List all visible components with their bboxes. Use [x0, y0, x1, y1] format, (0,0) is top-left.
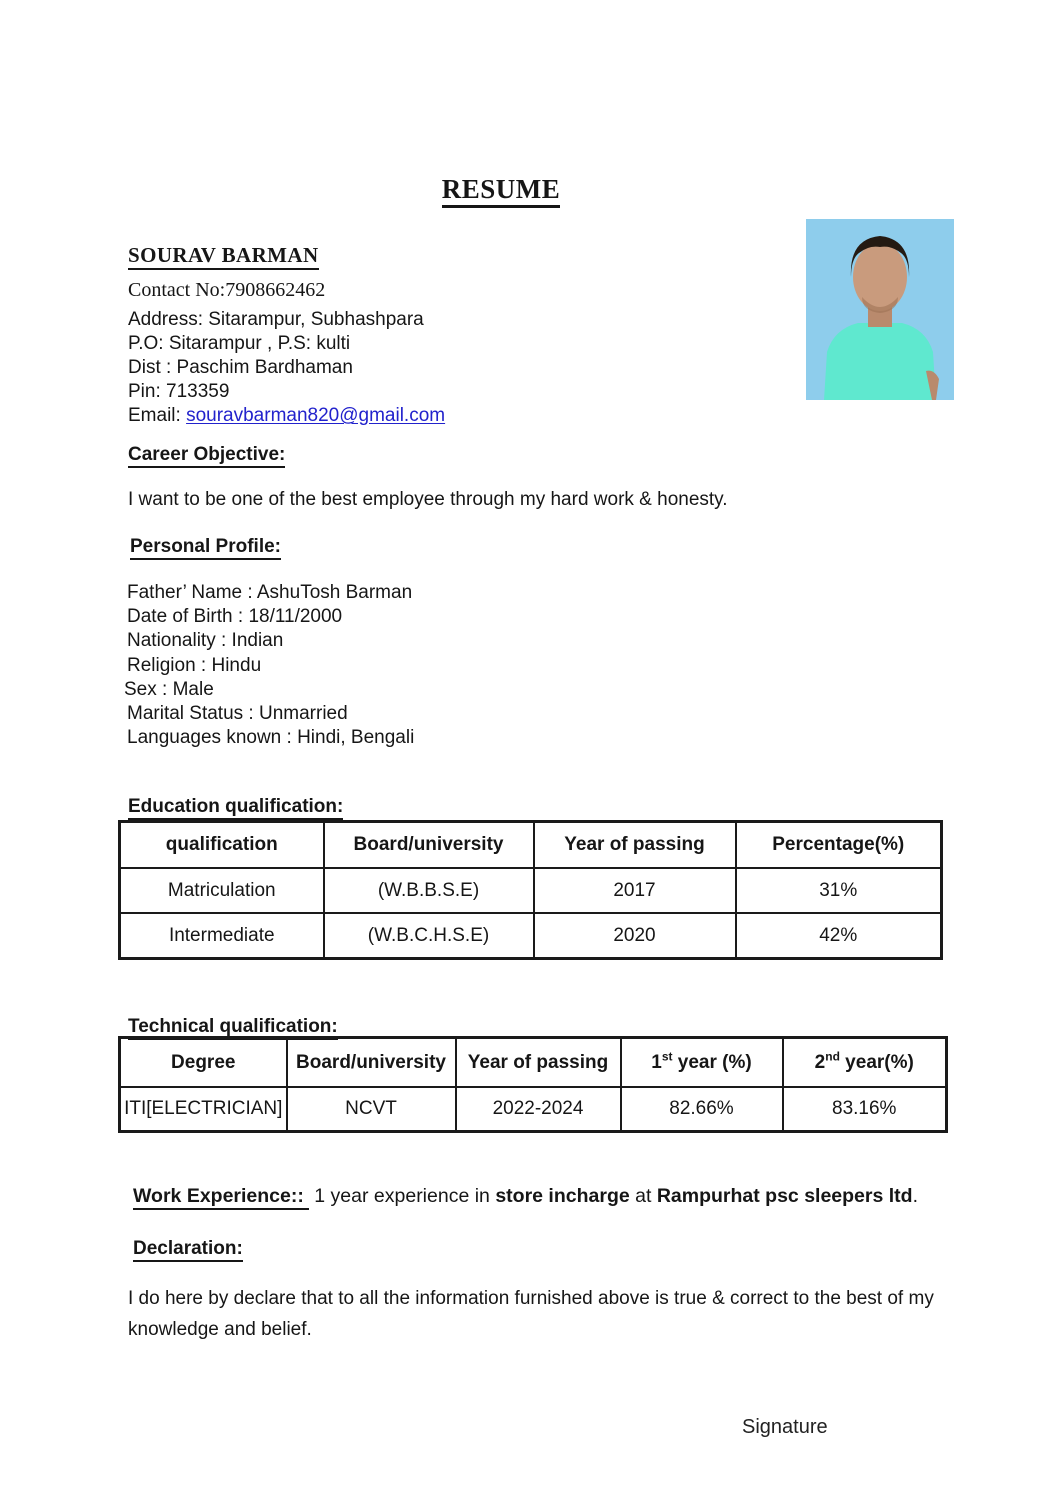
education-heading: Education qualification:	[128, 796, 343, 818]
table-cell: 31%	[736, 868, 942, 913]
work-experience-role: store incharge	[495, 1185, 630, 1207]
email-label: Email:	[128, 405, 181, 426]
education-col-year: Year of passing	[534, 822, 736, 869]
work-experience-heading: Work Experience::	[133, 1185, 309, 1210]
applicant-photo	[806, 219, 954, 400]
nationality-line: Nationality : Indian	[127, 630, 284, 652]
technical-heading: Technical qualification:	[128, 1016, 338, 1038]
education-table	[118, 820, 943, 960]
address-line: Address: Sitarampur, Subhashpara	[128, 309, 424, 330]
education-row-intermediate	[120, 913, 942, 959]
education-row-matriculation	[120, 868, 942, 913]
declaration-text: I do here by declare that to all the information furnished above is true & correct to the best of my knowledge and belief.	[128, 1288, 934, 1340]
technical-header-row	[120, 1038, 947, 1088]
education-col-qualification: qualification	[120, 822, 324, 869]
work-experience-period: .	[912, 1185, 918, 1207]
table-cell: 42%	[736, 913, 942, 959]
technical-row-iti	[120, 1087, 947, 1132]
sex-line: Sex : Male	[124, 678, 214, 700]
table-cell: NCVT	[287, 1087, 456, 1132]
table-cell: Matriculation	[120, 868, 324, 913]
declaration-heading: Declaration:	[133, 1238, 243, 1260]
po-ps-line: P.O: Sitarampur , P.S: kulti	[128, 333, 351, 354]
email-link[interactable]: souravbarman820@gmail.com	[186, 405, 446, 426]
table-cell: (W.B.C.H.S.E)	[324, 913, 534, 959]
table-cell: (W.B.B.S.E)	[324, 868, 534, 913]
work-experience-line	[133, 1185, 918, 1208]
table-cell: 83.16%	[783, 1087, 947, 1132]
career-objective-heading: Career Objective:	[128, 444, 285, 466]
table-cell: 2022-2024	[456, 1087, 621, 1132]
work-experience-lead: 1 year experience in	[308, 1185, 496, 1207]
technical-col-year1: 1st year (%)	[621, 1038, 783, 1088]
education-col-board: Board/university	[324, 822, 534, 869]
technical-col-board: Board/university	[287, 1038, 456, 1088]
technical-col-degree: Degree	[120, 1038, 287, 1088]
personal-profile-list	[124, 581, 415, 750]
father-name-line: Father’ Name : AshuTosh Barman	[127, 582, 413, 603]
technical-table	[118, 1036, 948, 1133]
table-cell: 2020	[534, 913, 736, 959]
career-objective-text: I want to be one of the best employee through my hard work & honesty.	[128, 489, 728, 510]
technical-col-year2: 2nd year(%)	[783, 1038, 947, 1088]
languages-line: Languages known : Hindi, Bengali	[127, 727, 415, 749]
applicant-name: SOURAV BARMAN	[128, 243, 445, 268]
technical-col-year: Year of passing	[456, 1038, 621, 1088]
marital-status-line: Marital Status : Unmarried	[127, 703, 348, 725]
education-header-row	[120, 822, 942, 869]
district-line: Dist : Paschim Bardhaman	[128, 357, 353, 378]
religion-line: Religion : Hindu	[127, 654, 262, 676]
page-title: RESUME	[0, 174, 1002, 205]
table-cell: 82.66%	[621, 1087, 783, 1132]
work-experience-connector: at	[629, 1185, 657, 1207]
identity-block	[128, 243, 445, 428]
personal-profile-heading: Personal Profile:	[130, 536, 281, 558]
table-cell: Intermediate	[120, 913, 324, 959]
contact-number: Contact No:7908662462	[128, 279, 326, 301]
pin-line: Pin: 713359	[128, 381, 230, 402]
work-experience-company: Rampurhat psc sleepers ltd	[656, 1185, 913, 1207]
email-line	[128, 404, 445, 428]
education-col-percentage: Percentage(%)	[736, 822, 942, 869]
dob-line: Date of Birth : 18/11/2000	[127, 606, 343, 628]
table-cell: 2017	[534, 868, 736, 913]
table-cell: ITI[ELECTRICIAN]	[120, 1087, 287, 1132]
signature-label: Signature	[742, 1416, 828, 1438]
